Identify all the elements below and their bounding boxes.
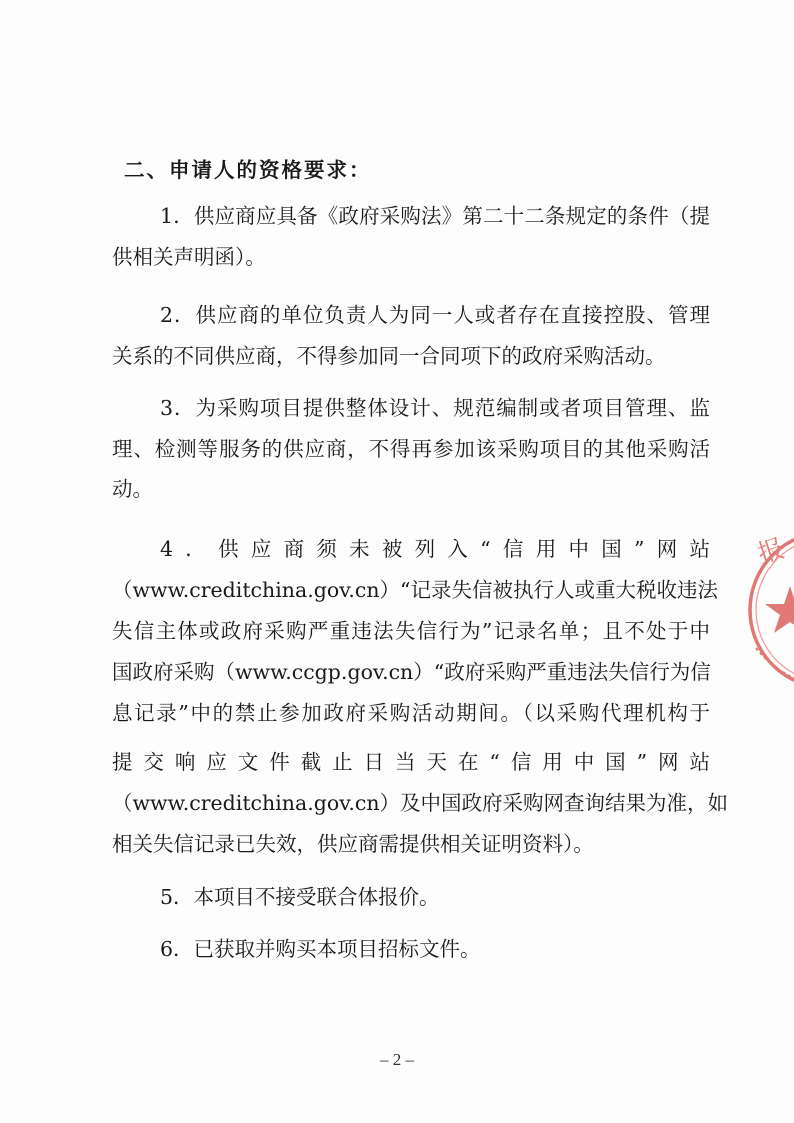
item-3-line-1: 3．为采购项目提供整体设计、规范编制或者项目管理、监 — [160, 396, 710, 420]
page-number: – 2 – — [380, 1050, 414, 1069]
item-4-line-5: 息记录”中的禁止参加政府采购活动期间。（以采购代理机构于 — [112, 701, 710, 725]
item-4-line-6: 提交响应文件截止日当天在“信用中国”网站 — [112, 750, 710, 774]
section-heading: 二、申请人的资格要求： — [124, 158, 372, 182]
item-5-line-1: 5．本项目不接受联合体报价。 — [160, 885, 440, 909]
item-3-line-3: 动。 — [112, 477, 153, 501]
item-2-line-2: 关系的不同供应商，不得参加同一合同项下的政府采购活动。 — [112, 344, 666, 368]
item-4-line-2: （www.creditchina.gov.cn）“记录失信被执行人或重大税收违法 — [112, 578, 719, 602]
red-seal-stamp-icon — [742, 518, 794, 698]
item-6-line-1: 6．已获取并购买本项目招标文件。 — [160, 937, 481, 961]
item-4-line-8: 相关失信记录已失效，供应商需提供相关证明资料）。 — [112, 832, 594, 856]
item-4-line-1: 4．供应商须未被列入“信用中国”网站 — [160, 537, 710, 561]
item-4-line-3: 失信主体或政府采购严重违法失信行为”记录名单；且不处于中 — [112, 619, 710, 643]
item-4-line-7: （www.creditchina.gov.cn）及中国政府采购网查询结果为准，如 — [112, 791, 729, 815]
item-4-line-4: 国政府采购（www.ccgp.gov.cn）“政府采购严重违法失信行为信 — [112, 660, 711, 684]
item-2-line-1: 2．供应商的单位负责人为同一人或者存在直接控股、管理 — [160, 303, 710, 327]
item-3-line-2: 理、检测等服务的供应商，不得再参加该采购项目的其他采购活 — [112, 437, 710, 461]
seal-text: 报 — [754, 533, 789, 571]
item-1-line-2: 供相关声明函）。 — [112, 245, 266, 269]
item-1-line-1: 1．供应商应具备《政府采购法》第二十二条规定的条件（提 — [160, 204, 710, 228]
